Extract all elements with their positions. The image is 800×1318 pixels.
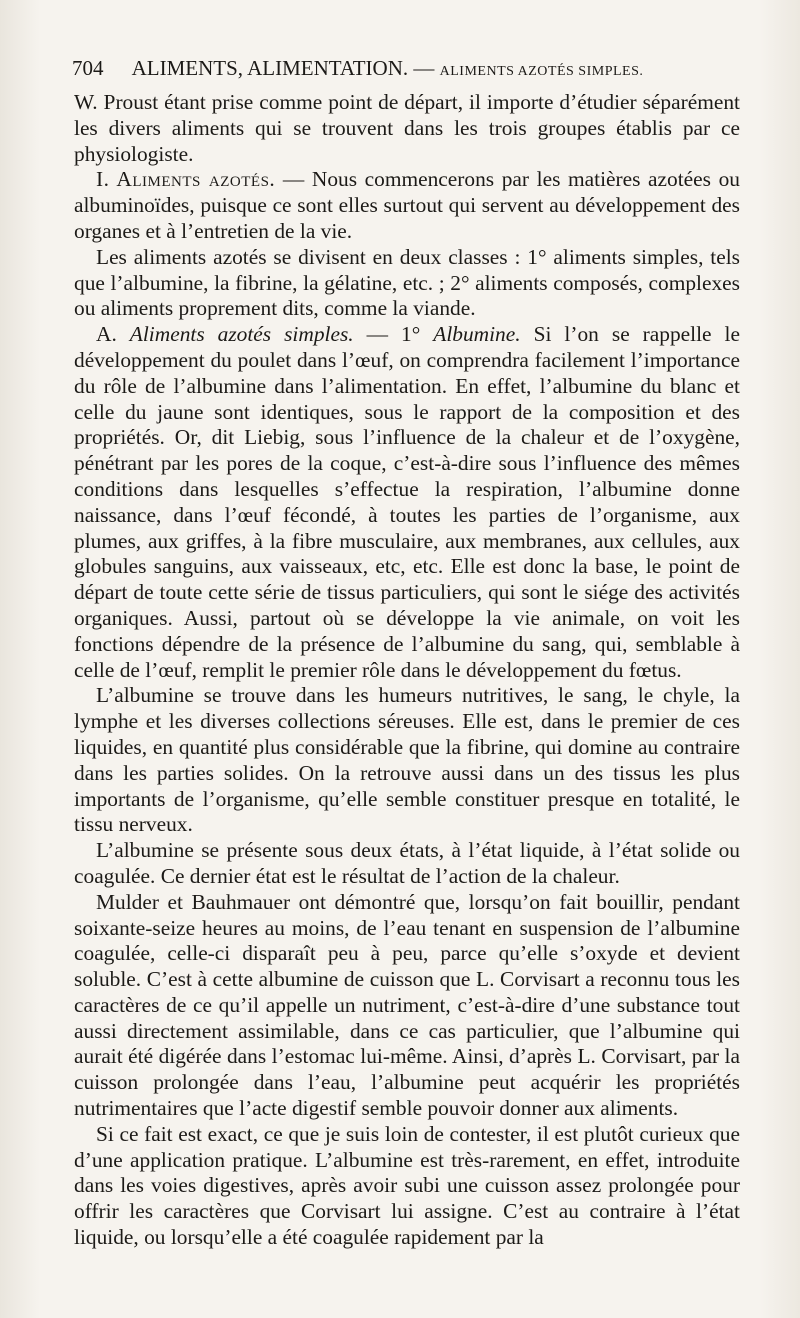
- heading-aliments-azotes: I. Aliments azotés.: [96, 167, 276, 192]
- section-title: ALIMENTS AZOTÉS SIMPLES.: [439, 64, 644, 79]
- paragraph-6: L’albumine se présente sous deux états, à l’état liquide, à l’état solide ou coagulée. Ce dernier état est le résultat de l’action de la chaleur.: [74, 838, 740, 888]
- running-title: ALIMENTS, ALIMENTATION. —: [131, 56, 435, 80]
- subheading-albumine: Albumine.: [433, 322, 521, 347]
- paragraph-4: [74, 322, 740, 683]
- subheading-aliments-simples: Aliments azotés simples.: [129, 322, 354, 347]
- paragraph-8: Si ce fait est exact, ce que je suis loin de contester, il est plutôt curieux que d’une application pratique. L’albumine est très-rarement, en effet, introduite dans les voies digestives, après avoir subi une cuisson assez prolongée pour offrir les caractères que Corvisart lui assigne. C’est au contraire à l’état liquide, ou lorsqu’elle a été coagulée rapidement par la: [74, 1121, 740, 1250]
- paragraph-4-body: Si l’on se rappelle le développement du poulet dans l’œuf, on comprendra facilement l’importance du rôle de l’albumine dans l’alimentation. En effet, l’albumine du blanc et celle du jaune sont identiques, sous le rapport de la composition et des propriétés. Or, dit Liebig, sous l’influence de la chaleur et de l’oxygène, pénétrant par les pores de la coque, c’est-à-dire sous l’influence des mêmes conditions dans lesquelles s’effectue la respiration, l’albumine donne naissance, dans l’œuf fécondé, à toutes les parties de l’organisme, aux plumes, aux griffes, à la fibre musculaire, aux membranes, aux cellules, aux globules sanguins, aux vaisseaux, etc, etc. Elle est donc la base, le point de départ de toute cette série de tissus particuliers, qui sont le siége des activités organiques. Aussi, partout où se développe la vie animale, on voit les fonctions dépendre de la présence de l’albumine du sang, qui, semblable à celle de l’œuf, remplit le premier rôle dans le développement du fœtus.: [74, 322, 740, 682]
- paragraph-3: Les aliments azotés se divisent en deux classes : 1° aliments simples, tels que l’albumine, la fibrine, la gélatine, etc. ; 2° aliments composés, complexes ou aliments proprement dits, comme la viande.: [74, 244, 740, 321]
- paragraph-2-body: — Nous commencerons par les matières azotées ou albuminoïdes, puisque ce sont elles surtout qui servent au développement des organes et à l’entretien de la vie.: [74, 167, 740, 243]
- paragraph-1: W. Proust étant prise comme point de départ, il importe d’étudier séparément les divers aliments qui se trouvent dans les trois groupes établis par ce physiologiste.: [74, 90, 740, 166]
- subheading-dash: — 1°: [353, 322, 434, 347]
- paragraph-5: L’albumine se trouve dans les humeurs nutritives, le sang, le chyle, la lymphe et les diverses collections séreuses. Elle est, dans le premier de ces liquides, en quantité plus considérable que la fibrine, qui domine au contraire dans les parties solides. On la retrouve aussi dans un des tissus les plus importants de l’organisme, qu’elle semble constituer presque en totalité, le tissu nerveux.: [74, 683, 740, 837]
- page-number: 704: [72, 56, 104, 80]
- subsection-letter: A.: [96, 322, 130, 347]
- paragraph-7: Mulder et Bauhmauer ont démontré que, lorsqu’on fait bouillir, pendant soixante-seize heures au moins, de l’eau tenant en suspension de l’albumine coagulée, celle-ci disparaît peu à peu, parce qu’elle s’oxyde et devient soluble. C’est à cette albumine de cuisson que L. Corvisart a reconnu tous les caractères de ce qu’il appelle un nutriment, c’est-à-dire d’une substance tout aussi directement assimilable, dans ce cas particulier, que l’albumine qui aurait été digérée dans l’estomac lui-même. Ainsi, d’après L. Corvisart, par la cuisson prolongée dans l’eau, l’albumine peut acquérir les propriétés nutrimentaires que l’acte digestif semble pouvoir donner aux aliments.: [74, 889, 740, 1121]
- running-header: [72, 56, 732, 81]
- paragraph-2: [74, 167, 740, 244]
- body-text: [74, 90, 740, 1251]
